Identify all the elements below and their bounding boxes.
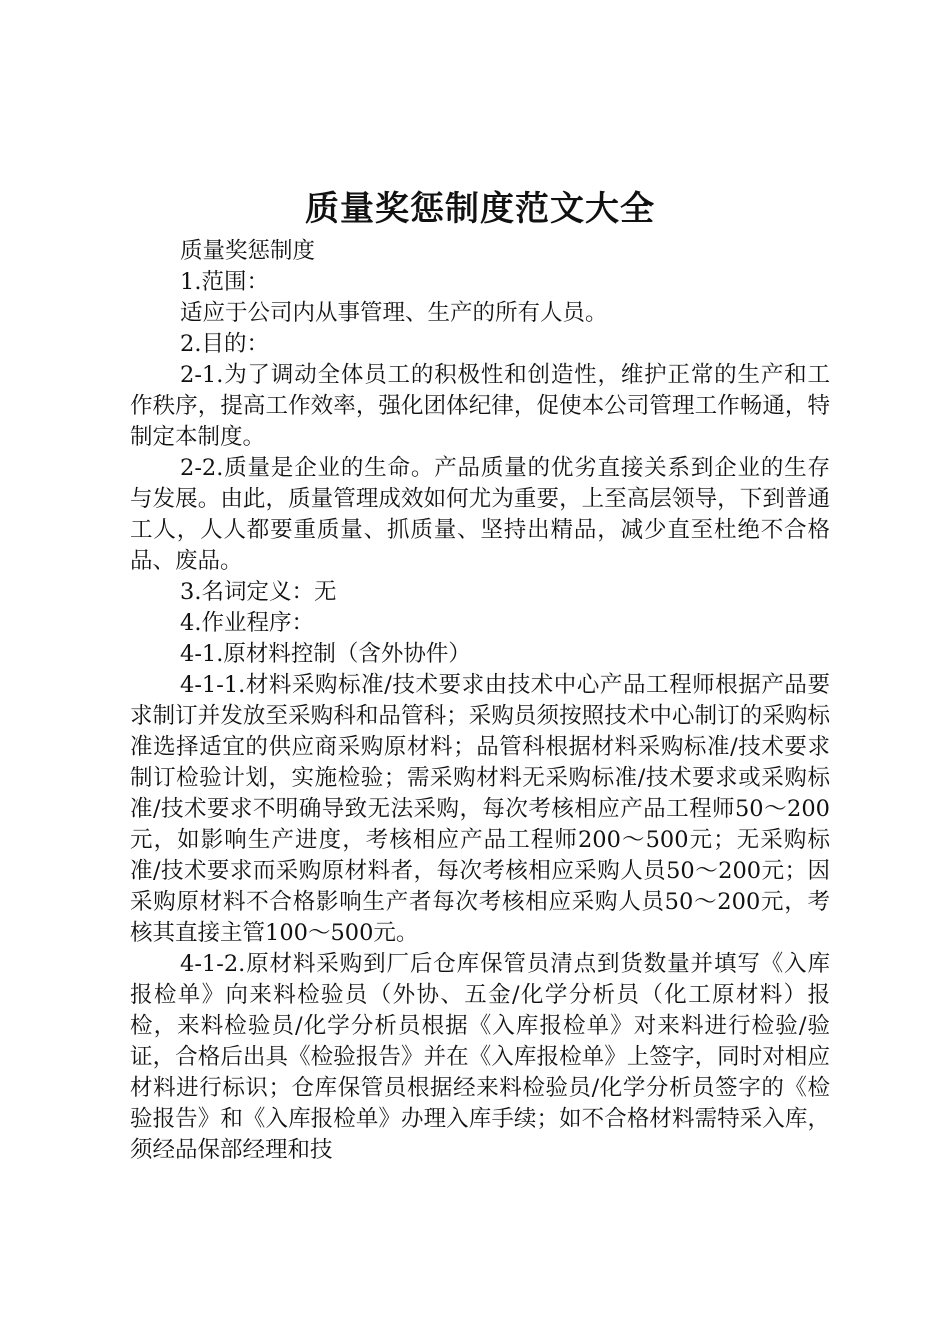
paragraph-scope-text: 适应于公司内从事管理、生产的所有人员。	[180, 300, 608, 326]
paragraph-definitions: 3.名词定义：无	[180, 579, 337, 605]
paragraph-heading: 质量奖惩制度	[180, 238, 316, 264]
paragraph-scope-heading: 1.范围：	[180, 269, 269, 295]
paragraph-procedure-4-1: 4-1.原材料控制（含外协件）	[180, 641, 471, 667]
paragraph-procedure-4-1-1: 4-1-1.材料采购标准/技术要求由技术中心产品工程师根据产品要求制订并发放至采购科和品管科；采购员须按照技术中心制订的采购标准选择适宜的供应商采购原材料；品管科根据材料采购标准/技术要求制订检验计划，实施检验；需采购材料无采购标准/技术要求或采购标准/技术要求不明确导致无法采购，每次考核相应产品工程师50～200元，如影响生产进度，考核相应产品工程师200～500元；无采购标准/技术要求而采购原材料者，每次考核相应采购人员50～200元；因采购原材料不合格影响生产者每次考核相应采购人员50～200元，考核其直接主管100～500元。	[130, 672, 830, 946]
document-title: 质量奖惩制度范文大全	[305, 189, 655, 229]
paragraph-purpose-2-2: 2-2.质量是企业的生命。产品质量的优劣直接关系到企业的生存与发展。由此，质量管理成效如何尤为重要，上至高层领导，下到普通工人，人人都要重质量、抓质量、坚持出精品，减少直至杜绝不合格品、废品。	[130, 455, 830, 574]
paragraph-procedure-heading: 4.作业程序：	[180, 610, 314, 636]
paragraph-purpose-2-1: 2-1.为了调动全体员工的积极性和创造性，维护正常的生产和工作秩序，提高工作效率，强化团体纪律，促使本公司管理工作畅通，特制定本制度。	[130, 362, 830, 450]
paragraph-purpose-heading: 2.目的：	[180, 331, 269, 357]
document-body	[130, 236, 830, 1166]
paragraph-procedure-4-1-2: 4-1-2.原材料采购到厂后仓库保管员清点到货数量并填写《入库报检单》向来料检验员（外协、五金/化学分析员（化工原材料）报检，来料检验员/化学分析员根据《入库报检单》对来料进行检验/验证，合格后出具《检验报告》并在《入库报检单》上签字，同时对相应材料进行标识；仓库保管员根据经来料检验员/化学分析员签字的《检验报告》和《入库报检单》办理入库手续；如不合格材料需特采入库，须经品保部经理和技	[130, 951, 830, 1163]
